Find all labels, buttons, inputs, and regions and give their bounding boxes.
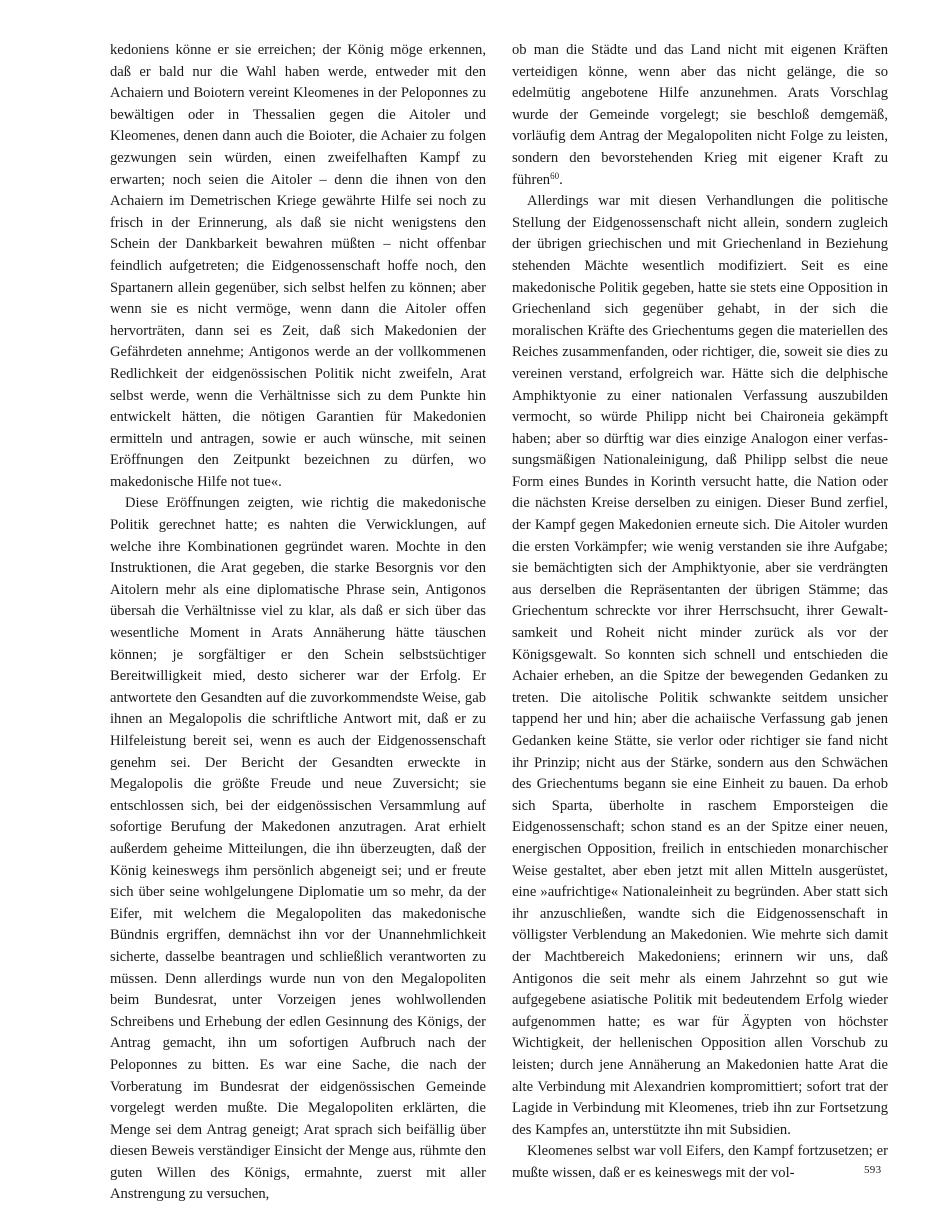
paragraph-end: .	[559, 171, 563, 188]
footnote-marker: 60	[550, 170, 560, 181]
paragraph: Diese Eröffnungen zeigten, wie richtig die makedonische Politik gerechnet hatte; es nahten die Verwicklungen, auf welche ihre Kombinationen gegründet waren. Mochte in den Instruktionen, die Arat gegeben, die starke Besorgnis vor den Aitolern mehr als eine diplomatische Phrase sein, Antigonos übersah die Verhältnisse viel zu klar, als daß er sich über das wesentliche Moment in Arats Annäherung hätte täuschen können; je sorgfältiger er den Schein selbstsüchtiger Bereitwilligkeit mied, desto sicherer war der Erfolg. Er antwortete den Gesandten auf die zuvorkommendste Weise, gab ihnen an Megalopolis die schriftliche Antwort mit, daß er zu Hilfeleistung bereit sei, wenn es auch der Eidgenossenschaft genehm sei. Der Bericht der Gesandten erweckte in Megalopolis die größte Freude und neue Zuversicht; sie entschlossen sich, bei der eidgenössischen Versammlung auf sofortige Berufung der Makedonen anzutragen. Arat erhielt außerdem geheime Mitteilungen, die ihn überzeugten, daß der König keineswegs ihm persönlich abgeneigt sei; und er freute sich über seine wohlgelungene Diplomatie um so mehr, da der Eifer, mit welchem die Megalopoliten das makedonische Bündnis ergriffen, demnächst ihn vor der Unannehmlichkeit sicherte, dasselbe beantragen und schließlich verantworten zu müssen. Denn allerdings wurde nun von den Megalopoliten beim Bundesrat, unter Vorzeigen jenes wohlwollenden Schreibens und Erhebung der edlen Gesinnung des Königs, der Antrag gemacht, ihn um sofortigen Aufbruch nach der Peloponnes zu bitten. Es war eine Sache, die nach der Vorberatung im Bundesrat der eidgenössischen Gemeinde vorgelegt werden mußte. Die Megalopoliten erklärten, die Menge sei dem Antrag geneigt; Arat sprach sich beifällig über diesen Beweis verständiger Einsicht der Menge aus, rühmte den guten Willen des Königs, ermahnte, zuerst mit aller Anstrengung zu versuchen,	[110, 495, 486, 1203]
paragraph	[512, 40, 888, 191]
left-column	[110, 40, 486, 1206]
paragraph: Kleomenes selbst war voll Eifers, den Kampf fortzusetzen; er mußte wissen, daß er es keineswegs mit der vol-	[512, 1143, 888, 1181]
paragraph: kedoniens könne er sie erreichen; der König möge erkennen, daß er bald nur die Wahl haben werde, entweder mit den Achaiern und Boiotern vereint Kleomenes in der Peloponnes zu bewältigen oder in Thessalien gegen die Aitoler und Kleomenes, denen dann auch die Boioter, die Achaier zu folgen gezwungen sein würden, einen zweifelhaften Kampf zu erwarten; noch seien die Aitoler – denn die ihnen von den Achaiern im Demetrischen Kriege gewährte Hilfe sei noch zu frisch in der Erinnerung, als daß sie nicht wenigstens den Schein der Dankbarkeit bewahren müßten – nicht offenbar feindlich aufgetreten; die Eidgenossenschaft hoffe noch, den Spartanern allein gegenüber, sich selbst helfen zu können; aber wenn sie es nicht vermöge, wenn dann die Aitoler offen hervorträten, dann sei es Zeit, daß sich Makedonien der Gefährdeten annehme; Antigonos werde an der vollkommenen Redlichkeit der eidgenössischen Politik nicht zweifeln, Arat selbst werde, wenn die Verhältnisse sich zu dem Punkte hin entwickelt hätten, die nötigen Garantien für Makedonien ermitteln und antragen, sowie er auch wünsche, mit seinen Eröffnungen den Zeitpunkt bezeichnen zu dürfen, wo makedonische Hilfe not tue«.	[110, 42, 486, 490]
paragraph: Allerdings war mit diesen Verhandlungen die politische Stellung der Eidgenossenschaft nicht allein, sondern zugleich der übrigen griechischen und mit Griechenland in Beziehung stehenden Mächte wesentlich modifiziert. Seit es eine makedonische Politik gegeben, hatte sie stets eine Opposition in Griechenland sich gegenüber gehabt, in der sich die moralischen Kräfte des Griechentums gegen die materiellen des Reiches zusammenfanden, oder richtiger, die, soweit sie dies zu vereinen verstand, erfolgreich war. Hätte sich die delphische Amphiktyonie zu einer nationalen Verfassung auszubilden vermocht, so würde Philipp nicht bei Chaironeia gekämpft haben; aber so dürftig war dies einzige Analogon einer verfassungsmäßigen Nationaleinigung, daß Philipp selbst die neue Form eines Bundes in Korinth versucht hatte, die Nation oder die nächsten Kreise derselben zu einigen. Dieser Bund zerfiel, der Kampf gegen Makedonien erneute sich. Die Aitoler wurden die ersten Vorkämpfer; wie wenig verstanden sie ihre Aufgabe; sie bemächtigten sich der Amphiktyonie, aber sie verdrängten aus derselben die Repräsentanten der übrigen Stämme; das Griechentum schreckte vor ihrer Herrschsucht, ihrer Gewaltsamkeit und Roheit nicht minder zurück als vor der Königsgewalt. So konnten sich schnell und entschieden die Achaier erheben, an die Spitze der bewegenden Gedanken zu treten. Die aitolische Politik schwankte seitdem unsicher tappend her und hin; aber die achaiische Verfassung gab jenen Gedanken keine Stätte, sie verlor oder richtiger sie fand nicht ihr Prinzip; nicht aus der Stärke, sondern aus den Schwächen des Griechentums begann sie eine Einheit zu bauen. Da erhob sich Sparta, überholte in raschem Emporsteigen die Eidgenossenschaft; schon stand es an der Spitze einer neuen, energischen Opposition, freilich in entschieden monarchischer Weise gestaltet, aber eben jetzt mit allen Mitteln ausgerüstet, eine »aufrichtige« Nationaleinheit zu begründen. Aber statt sich ihr anzuschließen, wandte sich die Eidgenossenschaft in völligster Verblendung an Makedonien. Wie mehrte sich damit der Machtbereich Makedoniens; erinnern wir uns, daß Antigonos die seit mehr als einem Jahrzehnt so gut wie aufgegebene asiatische Politik mit bedeutendem Erfolg wieder aufgenommen hatte; es war für Ägypten von höchster Wichtigkeit, der hellenischen Opposition allen Vorschub zu leisten; durch jene Annäherung an Makedonien hatte Arat die alte Verbindung mit Alexandrien kompromittiert; sofort trat der Lagide in Verbindung mit Kleomenes, trieb ihn zur Fortsetzung des Kampfes an, unterstützte ihn mit Subsidien.	[512, 193, 888, 1138]
paragraph-text: ob man die Städte und das Land nicht mit eigenen Kräften verteidigen könne, wenn aber das nicht gelänge, die so edelmütig angebotene Hilfe anzunehmen. Arats Vorschlag wurde der Gemeinde vorgelegt; sie beschloß demgemäß, vorläufig dem Antrag der Megalopoliten nicht Folge zu leisten, sondern den bevorstehenden Krieg mit eigener Kraft zu führen	[512, 42, 888, 188]
page-number: 593	[864, 1164, 882, 1176]
right-column	[512, 40, 888, 1184]
